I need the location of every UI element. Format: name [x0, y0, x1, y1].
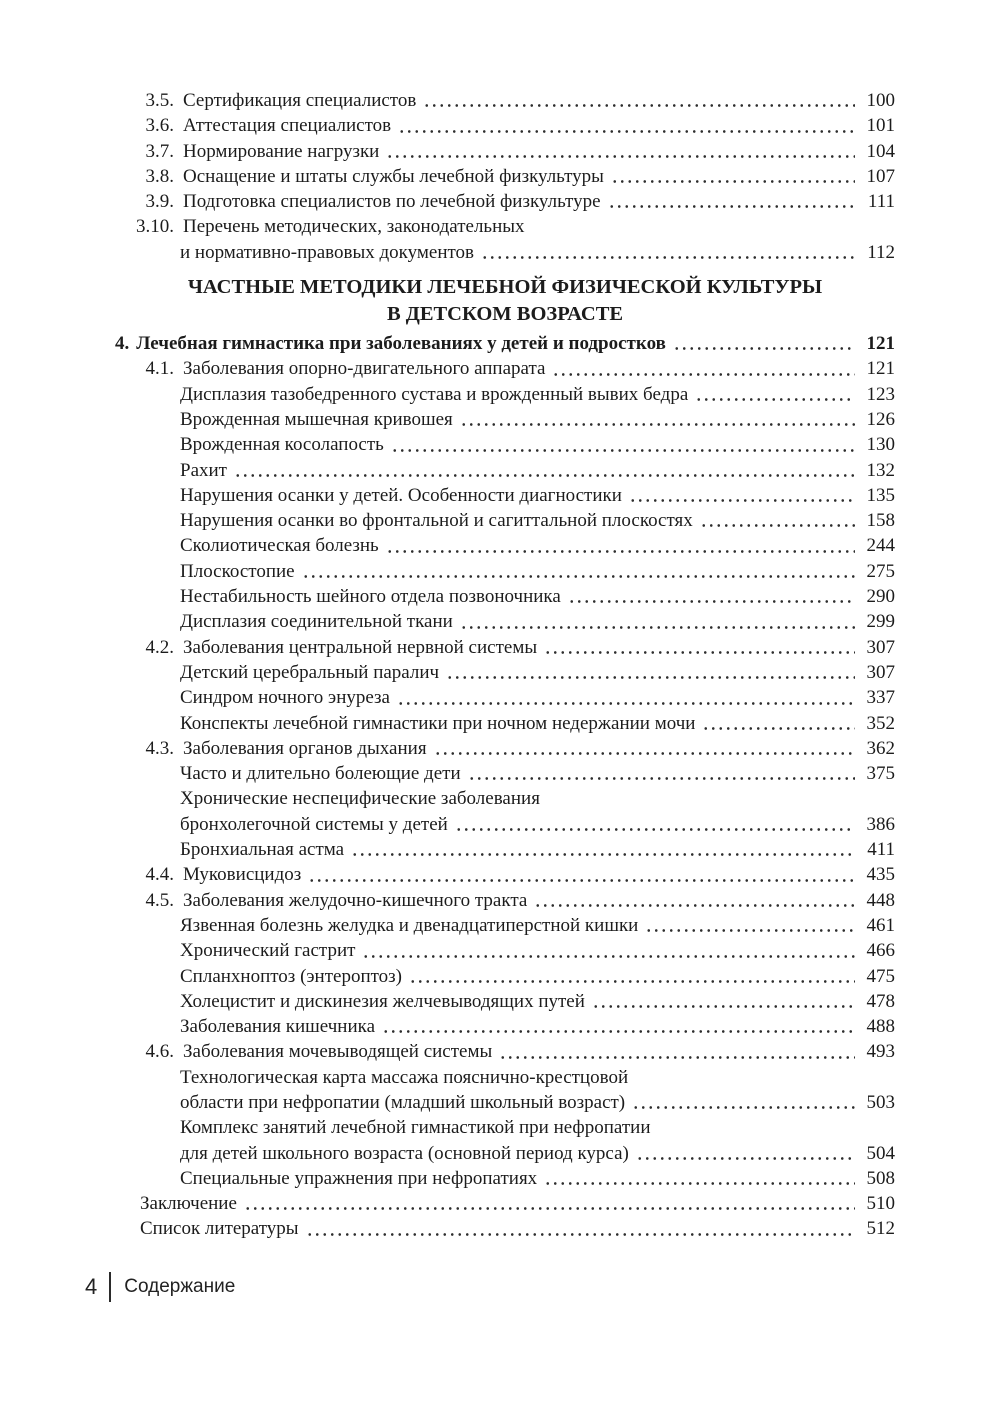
toc-entry	[115, 356, 895, 381]
toc-entry-line	[180, 508, 895, 533]
toc-page-number: 121	[866, 333, 895, 355]
toc-page-number: 478	[866, 990, 895, 1012]
toc-dotted-leader	[234, 472, 855, 479]
toc-entry-number: 4.4.	[145, 864, 174, 886]
toc-entry-number: 3.8.	[145, 165, 174, 187]
toc-entry-line	[180, 1166, 895, 1191]
toc-dotted-leader	[397, 700, 855, 707]
toc-entry-title: Хронические неспецифические заболевания	[180, 788, 540, 810]
toc-entry	[115, 862, 895, 887]
toc-entry-line	[180, 989, 895, 1014]
toc-entry-number: 3.9.	[145, 191, 174, 213]
toc-entry-title: Список литературы	[140, 1218, 299, 1240]
toc-entry-line	[180, 1014, 895, 1039]
toc-entry-title: Технологическая карта массажа пояснично-крестцовой	[180, 1066, 629, 1088]
toc-entry	[115, 584, 895, 609]
toc-page-number: 132	[866, 459, 895, 481]
toc-entry-title: Заболевания органов дыхания	[183, 737, 427, 759]
toc-entry-title: Конспекты лечебной гимнастики при ночном недержании мочи	[180, 712, 696, 734]
toc-entry-title: Бронхиальная астма	[180, 839, 345, 861]
toc-entry-title: для детей школьного возраста (основной период курса)	[180, 1142, 629, 1164]
toc-entry-title: Синдром ночного энуреза	[180, 687, 390, 709]
toc-page-number: 275	[866, 560, 895, 582]
toc-page-number: 158	[866, 510, 895, 532]
toc-entry	[115, 660, 895, 685]
toc-dotted-leader	[592, 1003, 855, 1010]
toc-entry-title: Хронический гастрит	[180, 940, 356, 962]
toc-dotted-leader	[608, 203, 855, 210]
toc-page-number: 244	[866, 535, 895, 557]
toc-entry-title: Сертификация специалистов	[183, 90, 417, 111]
toc-page-number: 130	[866, 434, 895, 456]
toc-page-number: 107	[866, 165, 895, 187]
toc-dotted-leader	[306, 1231, 855, 1238]
footer-section-label: Содержание	[124, 1276, 236, 1297]
toc-entry-title: и нормативно-правовых документов	[180, 241, 475, 263]
toc-dotted-leader	[499, 1054, 855, 1061]
toc-entry-title: Заболевания опорно-двигательного аппарата	[183, 358, 546, 380]
part-heading-line-1: ЧАСТНЫЕ МЕТОДИКИ ЛЕЧЕБНОЙ ФИЗИЧЕСКОЙ КУЛЬТУРЫ	[187, 276, 823, 299]
toc-entry	[115, 533, 895, 558]
toc-entry-line	[128, 240, 895, 265]
toc-dotted-leader	[534, 902, 855, 909]
toc-entry-number: 4.1.	[145, 358, 174, 380]
toc-entry	[115, 786, 895, 837]
toc-entry-title: Специальные упражнения при нефропатиях	[180, 1167, 538, 1189]
toc-entry-title: Муковисцидоз	[183, 864, 302, 886]
toc-page-number: 337	[866, 687, 895, 709]
toc-entry-line	[128, 1039, 895, 1064]
toc-entry-title: Заключение	[140, 1193, 237, 1215]
toc-page-number: 362	[866, 737, 895, 759]
toc-entry-title: Сколиотическая болезнь	[180, 535, 379, 557]
toc-entry	[115, 1216, 895, 1241]
toc-entry	[115, 888, 895, 913]
toc-entry-title: Нестабильность шейного отдела позвоночника	[180, 586, 561, 608]
toc-dotted-leader	[455, 826, 855, 833]
toc-entry-line	[180, 584, 895, 609]
toc-entry-number: 3.10.	[136, 216, 174, 238]
toc-entry-title: Плоскостопие	[180, 560, 295, 582]
toc-entry	[115, 964, 895, 989]
toc-entry-title: Детский церебральный паралич	[180, 661, 440, 683]
toc-entry-line	[180, 685, 895, 710]
toc-page-number: 448	[866, 889, 895, 911]
toc-page-number: 101	[866, 115, 895, 137]
toc-entry-title: Язвенная болезнь желудка и двенадцатиперстной кишки	[180, 914, 639, 936]
toc-entry-title: бронхолегочной системы у детей	[180, 813, 448, 835]
toc-part-1	[115, 88, 895, 265]
toc-dotted-leader	[611, 178, 855, 185]
toc-entry	[115, 214, 895, 265]
toc-dotted-leader	[362, 953, 855, 960]
toc-page-number: 466	[866, 940, 895, 962]
toc-page-number: 508	[866, 1167, 895, 1189]
toc-dotted-leader	[302, 573, 855, 580]
toc-entry-title: Рахит	[180, 459, 227, 481]
toc-entry	[115, 1065, 895, 1116]
toc-entry-line	[180, 382, 895, 407]
toc-page-number: 112	[867, 241, 895, 263]
toc-page-number: 411	[867, 839, 895, 861]
toc-entry-title: Нормирование нагрузки	[183, 140, 380, 162]
toc-entry-title: области при нефропатии (младший школьный возраст)	[180, 1091, 626, 1113]
toc-page-number: 352	[866, 712, 895, 734]
toc-dotted-leader	[386, 548, 855, 555]
toc-entry-title: Дисплазия тазобедренного сустава и врожденный вывих бедра	[180, 383, 689, 405]
toc-entry	[115, 938, 895, 963]
toc-page-number: 135	[866, 484, 895, 506]
toc-page-number: 386	[866, 813, 895, 835]
toc-entry	[115, 1166, 895, 1191]
toc-entry-title: Спланхноптоз (энтероптоз)	[180, 965, 403, 987]
toc-entry-number: 4.2.	[145, 636, 174, 658]
toc-entry-number: 4.	[115, 333, 130, 355]
toc-entry	[115, 164, 895, 189]
toc-entry	[115, 432, 895, 457]
toc-entry-line	[180, 812, 895, 837]
toc-entry-line	[180, 964, 895, 989]
toc-entry-title: Заболевания желудочно-кишечного тракта	[183, 889, 528, 911]
toc-entry	[115, 913, 895, 938]
toc-entry-title: Лечебная гимнастика при заболеваниях у детей и подростков	[136, 333, 666, 355]
footer-divider	[109, 1272, 111, 1302]
toc-entry-title: Дисплазия соединительной ткани	[180, 611, 453, 633]
footer-page-number: 4	[85, 1274, 98, 1299]
toc-entry-number: 4.3.	[145, 737, 174, 759]
toc-entry-line	[180, 458, 895, 483]
toc-entry-line	[128, 88, 895, 113]
toc-entry	[115, 736, 895, 761]
toc-page-number: 461	[866, 914, 895, 936]
toc-entry-line	[128, 356, 895, 381]
toc-entry	[115, 113, 895, 138]
toc-page-number: 512	[866, 1218, 895, 1240]
toc-dotted-leader	[695, 396, 855, 403]
toc-entry-line	[180, 533, 895, 558]
toc-page-number: 307	[866, 661, 895, 683]
toc-entry	[115, 382, 895, 407]
toc-entry-line	[180, 609, 895, 634]
toc-entry-line	[180, 483, 895, 508]
toc-entry-line	[180, 559, 895, 584]
toc-dotted-leader	[700, 522, 855, 529]
toc-entry-line	[128, 888, 895, 913]
toc-dotted-leader	[434, 750, 855, 757]
toc-entry-line	[180, 761, 895, 786]
toc-entry-title: Заболевания кишечника	[180, 1016, 376, 1038]
toc-entry-line	[180, 837, 895, 862]
toc-entry-line	[128, 862, 895, 887]
toc-entry-line	[180, 660, 895, 685]
toc-dotted-leader	[460, 624, 855, 631]
toc-entry-number: 3.7.	[145, 140, 174, 162]
toc-dotted-leader	[568, 598, 855, 605]
toc-page-number: 299	[866, 611, 895, 633]
toc-dotted-leader	[308, 877, 855, 884]
toc-page-number: 100	[866, 90, 895, 111]
toc-dotted-leader	[552, 371, 855, 378]
toc-entry-line	[180, 1141, 895, 1166]
toc-entry-line	[180, 913, 895, 938]
toc-entry-line	[140, 1216, 895, 1241]
toc-entry-title: Часто и длительно болеющие дети	[180, 763, 461, 785]
toc-dotted-leader	[391, 447, 855, 454]
toc-entry	[115, 1039, 895, 1064]
toc-entry	[115, 837, 895, 862]
toc-dotted-leader	[446, 674, 855, 681]
toc-entry	[115, 331, 895, 356]
toc-page-number: 121	[866, 358, 895, 380]
toc-entry	[115, 508, 895, 533]
toc-entry-line	[180, 786, 895, 811]
toc-entry-line	[180, 1115, 895, 1140]
toc-entry-line	[180, 711, 895, 736]
toc-entry-line	[180, 432, 895, 457]
toc-entry-title: Заболевания центральной нервной системы	[183, 636, 538, 658]
toc-entry	[115, 88, 895, 113]
toc-entry-title: Нарушения осанки во фронтальной и сагиттальной плоскостях	[180, 510, 693, 532]
toc-entry	[115, 139, 895, 164]
toc-entry-title: Перечень методических, законодательных	[183, 216, 525, 238]
part-heading-line-2: В ДЕТСКОМ ВОЗРАСТЕ	[386, 302, 624, 325]
toc-entry-title: Оснащение и штаты службы лечебной физкультуры	[183, 165, 604, 187]
toc-dotted-leader	[460, 421, 855, 428]
toc-entry	[115, 635, 895, 660]
toc-page-number: 123	[866, 383, 895, 405]
toc-page-number: 488	[866, 1016, 895, 1038]
toc-dotted-leader	[386, 153, 855, 160]
toc-entry-title: Нарушения осанки у детей. Особенности диагностики	[180, 484, 622, 506]
toc-entry	[115, 685, 895, 710]
toc-entry-line	[128, 736, 895, 761]
toc-page-number: 290	[866, 586, 895, 608]
toc-entry-title: Врожденная мышечная кривошея	[180, 408, 453, 430]
toc-entry-line	[115, 331, 895, 356]
toc-page-number: 307	[866, 636, 895, 658]
toc-entry-title: Холецистит и дискинезия желчевыводящих путей	[180, 990, 585, 1012]
toc-entry	[115, 1115, 895, 1166]
toc-entry-line	[180, 938, 895, 963]
toc-dotted-leader	[468, 775, 855, 782]
toc-entry-title: Подготовка специалистов по лечебной физкультуре	[183, 191, 601, 213]
toc-entry-title: Комплекс занятий лечебной гимнастикой при нефропатии	[180, 1117, 651, 1139]
toc-page-number: 504	[866, 1142, 895, 1164]
toc-entry-line	[128, 113, 895, 138]
toc-entry-number: 3.6.	[145, 115, 174, 137]
toc-dotted-leader	[636, 1155, 855, 1162]
toc-dotted-leader	[702, 725, 855, 732]
page-footer	[85, 1272, 235, 1302]
toc-entry	[115, 1191, 895, 1216]
toc-dotted-leader	[351, 851, 855, 858]
toc-page-number: 435	[866, 864, 895, 886]
toc-entry-line	[128, 164, 895, 189]
toc-page-number: 510	[866, 1193, 895, 1215]
toc-entry-line	[128, 635, 895, 660]
toc-dotted-leader	[645, 927, 855, 934]
toc-page-number: 503	[866, 1091, 895, 1113]
toc-dotted-leader	[544, 649, 855, 656]
toc-dotted-leader	[544, 1180, 855, 1187]
toc-entry	[115, 483, 895, 508]
toc-entry	[115, 407, 895, 432]
toc-dotted-leader	[629, 497, 855, 504]
toc-entry	[115, 711, 895, 736]
toc-entry	[115, 761, 895, 786]
toc-page-number: 111	[867, 191, 895, 213]
toc-entry	[115, 189, 895, 214]
toc-page-number: 126	[866, 408, 895, 430]
toc-entry-line	[180, 1065, 895, 1090]
toc-page-number: 493	[866, 1041, 895, 1063]
table-of-contents	[115, 88, 895, 1242]
toc-entry-line	[140, 1191, 895, 1216]
toc-dotted-leader	[632, 1104, 855, 1111]
toc-entry-line	[128, 189, 895, 214]
toc-dotted-leader	[382, 1028, 855, 1035]
toc-page-number: 475	[866, 965, 895, 987]
toc-dotted-leader	[481, 254, 855, 261]
toc-entry-title: Аттестация специалистов	[183, 115, 392, 137]
toc-entry	[115, 1014, 895, 1039]
toc-dotted-leader	[409, 978, 855, 985]
toc-entry-number: 4.6.	[145, 1041, 174, 1063]
part-heading	[115, 274, 895, 327]
toc-entry-line	[180, 1090, 895, 1115]
toc-dotted-leader	[398, 128, 855, 135]
toc-entry	[115, 559, 895, 584]
toc-entry-title: Врожденная косолапость	[180, 434, 384, 456]
toc-dotted-leader	[673, 345, 855, 352]
toc-entry-line	[180, 407, 895, 432]
toc-page-number: 375	[866, 763, 895, 785]
toc-entry	[115, 458, 895, 483]
toc-entry	[115, 989, 895, 1014]
toc-entry-line	[128, 139, 895, 164]
toc-dotted-leader	[423, 102, 855, 109]
toc-dotted-leader	[244, 1205, 855, 1212]
toc-page-number: 104	[866, 140, 895, 162]
toc-entry	[115, 609, 895, 634]
toc-entry-number: 4.5.	[145, 889, 174, 911]
toc-part-2	[115, 331, 895, 1242]
toc-entry-line	[128, 214, 895, 239]
toc-entry-title: Заболевания мочевыводящей системы	[183, 1041, 493, 1063]
toc-entry-number: 3.5.	[145, 90, 174, 111]
